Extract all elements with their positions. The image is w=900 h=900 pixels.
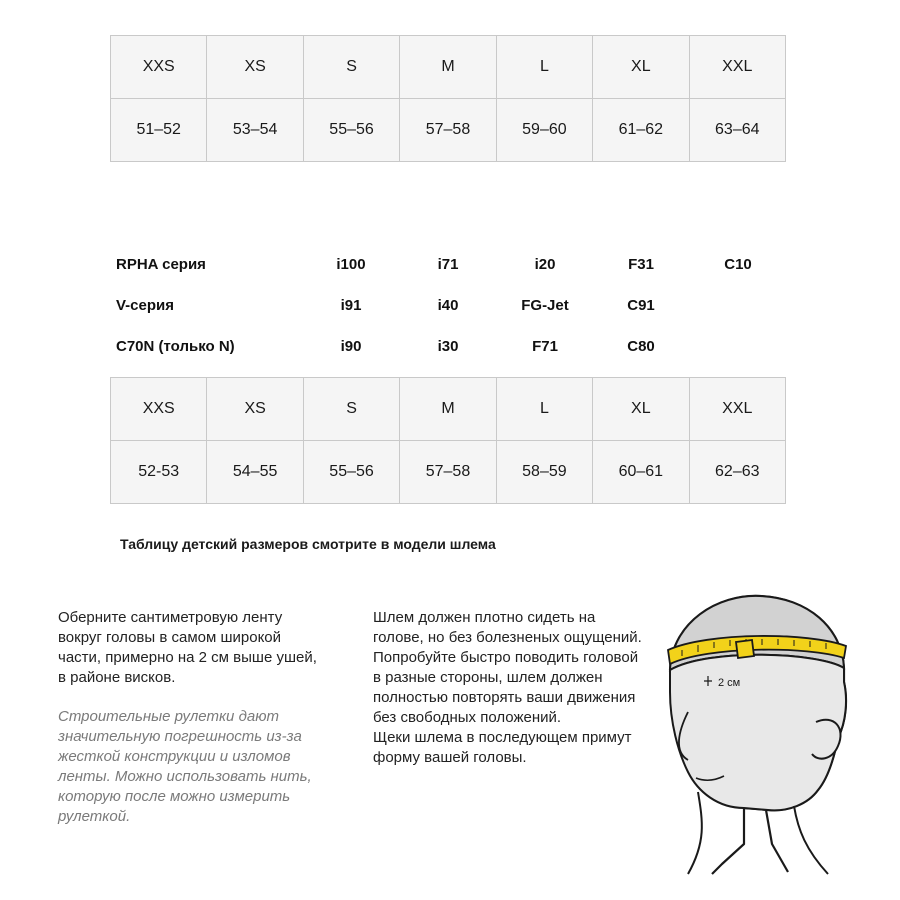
size-row: [111, 378, 786, 441]
cm-cell: 57–58: [400, 441, 496, 504]
size-cell: XL: [593, 36, 689, 99]
cm-cell: 55–56: [303, 441, 399, 504]
model-name: i100: [336, 256, 366, 273]
size-cell: XXS: [111, 36, 207, 99]
ear-shape: [812, 720, 841, 759]
size-cell: L: [496, 36, 592, 99]
series-label: C70N (только N): [116, 338, 235, 355]
cm-cell: 52-53: [111, 441, 207, 504]
model-name: C91: [627, 297, 655, 314]
model-name: i20: [534, 256, 556, 273]
model-name: F31: [628, 256, 654, 273]
tape-buckle: [736, 640, 754, 658]
size-cell: M: [400, 378, 496, 441]
size-cell: L: [496, 378, 592, 441]
model-name: F71: [532, 338, 558, 355]
fit-paragraph: Попробуйте быстро поводить головой в разные стороны, шлем должен полностью повторять ваши движения без свободных положений.: [373, 649, 639, 726]
model-name: i90: [340, 338, 362, 355]
size-cell: XL: [593, 378, 689, 441]
size-cell: S: [303, 36, 399, 99]
model-name: i40: [437, 297, 459, 314]
cm-row: [111, 441, 786, 504]
distance-label: 2 см: [718, 677, 741, 689]
model-name: C80: [627, 338, 655, 355]
neck-line: [794, 806, 828, 874]
measure-note: Строительные рулетки дают значительную погрешность из-за жесткой конструкции и изломов ленты. Можно использовать нить, которую после можно измерить рулеткой.: [58, 708, 312, 825]
cm-cell: 61–62: [593, 99, 689, 162]
size-row: [111, 36, 786, 99]
size-cell: XXL: [689, 36, 785, 99]
cm-cell: 59–60: [496, 99, 592, 162]
fit-paragraph: Щеки шлема в последующем примут форму вашей головы.: [373, 729, 632, 766]
model-name: i30: [437, 338, 459, 355]
cm-row: [111, 99, 786, 162]
cm-cell: 53–54: [207, 99, 303, 162]
model-name: FG-Jet: [521, 297, 569, 314]
cm-cell: 58–59: [496, 441, 592, 504]
size-cell: XXL: [689, 378, 785, 441]
model-name: i71: [437, 256, 459, 273]
model-name: C10: [724, 256, 752, 273]
size-table-2: [110, 377, 786, 504]
measure-instruction: Оберните сантиметровую ленту вокруг головы в самом широкой части, примерно на 2 см выше ушей, в районе висков.: [58, 609, 317, 686]
cm-cell: 62–63: [689, 441, 785, 504]
model-name: i91: [340, 297, 362, 314]
size-cell: XXS: [111, 378, 207, 441]
size-cell: XS: [207, 378, 303, 441]
cm-cell: 51–52: [111, 99, 207, 162]
size-cell: XS: [207, 36, 303, 99]
head-measurement-illustration: [648, 582, 878, 882]
model-row-v: [116, 289, 796, 330]
cm-cell: 63–64: [689, 99, 785, 162]
model-row-rpha: [116, 248, 796, 289]
neck-line: [688, 792, 702, 874]
fit-paragraph: Шлем должен плотно сидеть на голове, но без болезненых ощущений.: [373, 609, 642, 646]
kids-size-note: Таблицу детский размеров смотрите в модели шлема: [120, 536, 496, 552]
size-cell: S: [303, 378, 399, 441]
model-row-c70n: [116, 330, 796, 371]
cm-cell: 60–61: [593, 441, 689, 504]
series-label: V-серия: [116, 297, 174, 314]
size-table-1: [110, 35, 786, 162]
cm-cell: 54–55: [207, 441, 303, 504]
model-list: [116, 248, 796, 371]
cm-cell: 55–56: [303, 99, 399, 162]
size-cell: M: [400, 36, 496, 99]
cm-cell: 57–58: [400, 99, 496, 162]
fit-instruction: [373, 608, 648, 768]
series-label: RPHA серия: [116, 256, 206, 273]
